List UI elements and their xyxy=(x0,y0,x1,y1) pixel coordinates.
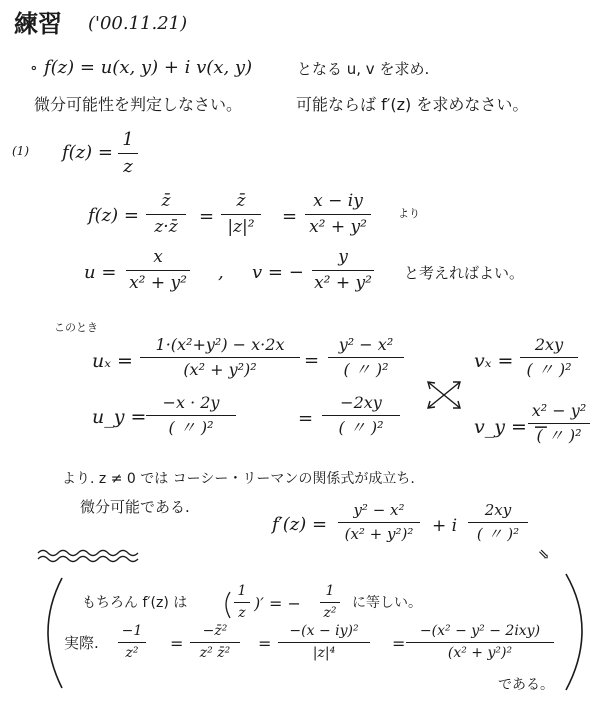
denominator: (x² + y²)² xyxy=(344,524,414,543)
vx-lhs: vₓ = xyxy=(474,350,514,372)
numerator: x − iy xyxy=(313,191,363,211)
u-lhs: u = xyxy=(84,262,117,283)
numerator: 1·(x²+y²) − x·2x xyxy=(155,335,285,354)
fraction-bar xyxy=(118,642,146,643)
conclusion-line-2: 微分可能である. xyxy=(80,498,190,516)
equals: = xyxy=(199,206,215,227)
prime-eq: )′ = − xyxy=(254,594,301,613)
denominator: (x² + y²)² xyxy=(447,645,513,662)
fraction-n2 xyxy=(190,624,240,662)
numerator: 2xy xyxy=(484,501,512,519)
ux-lhs: uₓ = xyxy=(92,350,133,372)
fraction-1-over-z2 xyxy=(320,584,340,622)
denominator: z² xyxy=(323,605,337,622)
numerator: y² − x² xyxy=(353,501,405,519)
equals: = xyxy=(298,408,314,429)
uy-lhs: u_y = xyxy=(92,406,147,428)
part-label: (1) xyxy=(12,144,29,158)
note-line-1b: に等しい。 xyxy=(352,595,422,611)
fraction-1-over-z-paren xyxy=(234,584,250,622)
denominator: z² xyxy=(125,645,139,662)
equals: = xyxy=(304,350,320,371)
problem-text-2: 微分可能性を判定しなさい。 xyxy=(34,95,243,114)
denominator: ( 〃 )² xyxy=(526,359,572,379)
row2-lhs: f(z) = xyxy=(88,205,139,226)
deare-label: である。 xyxy=(498,677,554,693)
uv-text: と考えればよい。 xyxy=(404,264,525,282)
comma: , xyxy=(218,262,224,283)
denominator: (x² + y²)² xyxy=(183,359,257,379)
problem-text-3: 可能ならば f′(z) を求めなさい。 xyxy=(296,95,529,114)
numerator: x xyxy=(153,247,163,267)
numerator: 2xy xyxy=(534,335,564,354)
note-line-1a: もちろん f′(z) は xyxy=(82,595,188,611)
numerator: −x · 2y xyxy=(162,393,220,412)
denominator: z·z̄ xyxy=(154,216,178,237)
equals: = xyxy=(282,206,298,227)
denominator: x² + y² xyxy=(314,272,372,293)
denominator: ( 〃 )² xyxy=(338,417,384,437)
denominator: z xyxy=(123,155,133,177)
bullet: ∘ xyxy=(30,58,38,77)
numerator: −1 xyxy=(121,623,143,639)
yori-label: より xyxy=(398,207,420,220)
denominator: x² + y² xyxy=(309,216,367,237)
note-line-2-label: 実際. xyxy=(64,634,99,652)
numerator: −2xy xyxy=(340,393,382,412)
fraction-fprime-imag xyxy=(468,502,528,542)
equals: = xyxy=(258,634,272,653)
numerator: −(x² − y² − 2ixy) xyxy=(419,623,541,639)
v-lhs: v = − xyxy=(252,262,304,283)
numerator: z̄ xyxy=(236,191,246,211)
problem-formula: f(z) = u(x, y) + i v(x, y) xyxy=(44,57,253,78)
equals: = xyxy=(392,634,406,653)
fprime-lhs: f′(z) = xyxy=(272,514,328,535)
konotoki-label: このとき xyxy=(54,321,98,334)
fraction-bar xyxy=(406,642,554,643)
fraction-bar xyxy=(320,602,340,603)
right-big-paren xyxy=(566,574,582,690)
end-arrow-icon: ⇘ xyxy=(538,547,550,563)
numerator: −z̄² xyxy=(202,623,228,639)
fraction-bar xyxy=(338,522,420,523)
numerator: x² − y² xyxy=(531,401,587,420)
fraction-fprime-real xyxy=(338,502,420,542)
plus-i: + i xyxy=(432,516,458,536)
denominator: z xyxy=(238,605,246,622)
fraction-n4 xyxy=(406,624,554,662)
fraction-n3 xyxy=(278,624,370,662)
wavy-divider xyxy=(38,551,138,562)
denominator: |z|⁴ xyxy=(312,645,336,662)
fraction-bar xyxy=(234,602,250,603)
numerator: 1 xyxy=(325,583,335,599)
conclusion-line-1: より. z ≠ 0 では コーシー・リーマンの関係式が成立ち. xyxy=(62,471,415,487)
problem-text-1: となる u, v を求め. xyxy=(297,60,430,78)
fraction-bar xyxy=(190,642,240,643)
numerator: y² − x² xyxy=(338,335,394,354)
denominator: ( 〃 )² xyxy=(168,417,214,437)
denominator: ( 〃 )² xyxy=(343,359,389,379)
f-lhs: f(z) = xyxy=(62,142,113,163)
vy-lhs: v_y = − xyxy=(474,416,549,438)
page-title: 練習 xyxy=(14,10,62,38)
fraction-bar xyxy=(278,642,370,643)
fraction-bar xyxy=(468,522,528,523)
fraction-n1 xyxy=(118,624,146,662)
date-label: ('00.11.21) xyxy=(88,13,188,34)
numerator: −(x − iy)² xyxy=(289,623,359,639)
denominator: ( 〃 )² xyxy=(476,524,520,543)
denominator: |z|² xyxy=(227,216,255,237)
equals: = xyxy=(170,634,184,653)
numerator: 1 xyxy=(122,129,134,150)
denominator: ( 〃 )² xyxy=(536,425,582,445)
numerator: y xyxy=(338,247,348,267)
numerator: z̄ xyxy=(161,191,171,211)
numerator: 1 xyxy=(237,583,247,599)
denominator: x² + y² xyxy=(129,272,187,293)
left-big-paren xyxy=(48,578,62,688)
denominator: z² z̄² xyxy=(199,645,231,662)
